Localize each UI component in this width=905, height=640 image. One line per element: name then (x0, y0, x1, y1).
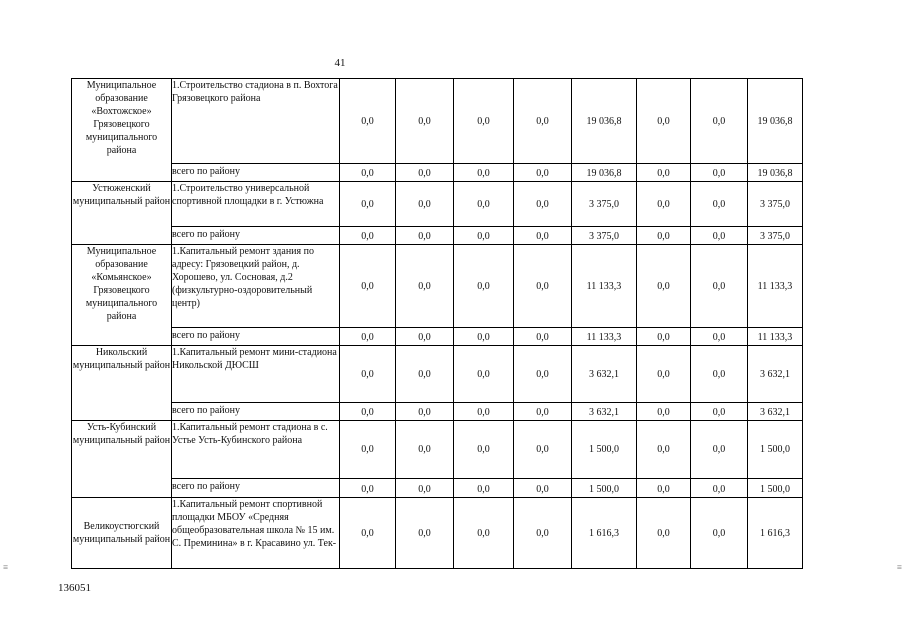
value-cell: 0,0 (691, 245, 748, 328)
total-row (72, 164, 803, 182)
value-cell: 0,0 (454, 164, 514, 182)
value-cell: 0,0 (691, 182, 748, 227)
value-cell: 0,0 (514, 245, 572, 328)
page-number: 41 (334, 57, 346, 69)
value-cell: 0,0 (454, 498, 514, 569)
value-cell: 19 036,8 (572, 164, 637, 182)
municipality-cell: Усть-Кубинский муниципальный район (72, 421, 172, 498)
value-cell: 0,0 (340, 164, 396, 182)
project-cell: 1.Капитальный ремонт стадиона в с. Устье Усть-Кубинского района (172, 421, 340, 479)
municipality-cell: Муниципальное образование «Комьянское» Грязовецкого муниципального района (72, 245, 172, 346)
value-cell: 0,0 (691, 421, 748, 479)
table-row (72, 245, 803, 328)
municipality-cell: Муниципальное образование «Вохтожское» Грязовецкого муниципального района (72, 79, 172, 182)
value-cell: 0,0 (637, 227, 691, 245)
value-cell: 1 500,0 (748, 479, 803, 498)
value-cell: 0,0 (454, 245, 514, 328)
value-cell: 19 036,8 (748, 79, 803, 164)
value-cell: 0,0 (691, 498, 748, 569)
value-cell: 1 616,3 (572, 498, 637, 569)
value-cell: 0,0 (514, 403, 572, 421)
value-cell: 3 375,0 (748, 227, 803, 245)
scan-edge-mark-right: ≡ (896, 562, 902, 572)
value-cell: 0,0 (637, 479, 691, 498)
document-code: 136051 (58, 582, 91, 594)
value-cell: 0,0 (340, 227, 396, 245)
value-cell: 0,0 (691, 79, 748, 164)
value-cell: 0,0 (637, 328, 691, 346)
value-cell: 0,0 (637, 403, 691, 421)
value-cell: 11 133,3 (748, 328, 803, 346)
total-row (72, 227, 803, 245)
value-cell: 0,0 (514, 227, 572, 245)
value-cell: 0,0 (396, 182, 454, 227)
value-cell: 0,0 (454, 79, 514, 164)
value-cell: 0,0 (396, 346, 454, 403)
value-cell: 0,0 (514, 182, 572, 227)
total-row (72, 403, 803, 421)
value-cell: 0,0 (691, 227, 748, 245)
value-cell: 0,0 (396, 403, 454, 421)
project-cell: 1.Капитальный ремонт мини-стадиона Никольской ДЮСШ (172, 346, 340, 403)
value-cell: 0,0 (454, 227, 514, 245)
value-cell: 0,0 (454, 328, 514, 346)
value-cell: 1 500,0 (572, 479, 637, 498)
value-cell: 0,0 (454, 479, 514, 498)
value-cell: 0,0 (691, 346, 748, 403)
value-cell: 0,0 (514, 479, 572, 498)
table-row (72, 346, 803, 403)
value-cell: 11 133,3 (748, 245, 803, 328)
value-cell: 0,0 (454, 346, 514, 403)
project-cell: 1.Строительство стадиона в п. Вохтога Грязовецкого района (172, 79, 340, 164)
value-cell: 0,0 (637, 346, 691, 403)
value-cell: 0,0 (514, 164, 572, 182)
value-cell: 19 036,8 (572, 79, 637, 164)
project-cell: 1.Капитальный ремонт здания по адресу: Грязовецкий район, д. Хорошево, ул. Сосновая, д.2 (физкультурно-оздоровительный центр) (172, 245, 340, 328)
municipality-cell: Великоустюгский муниципальный район (72, 498, 172, 569)
municipality-cell: Никольский муниципальный район (72, 346, 172, 421)
value-cell: 0,0 (340, 479, 396, 498)
value-cell: 0,0 (396, 79, 454, 164)
value-cell: 0,0 (691, 479, 748, 498)
value-cell: 0,0 (691, 164, 748, 182)
value-cell: 0,0 (514, 328, 572, 346)
value-cell: 0,0 (340, 79, 396, 164)
value-cell: 3 375,0 (572, 182, 637, 227)
value-cell: 0,0 (340, 328, 396, 346)
value-cell: 0,0 (454, 421, 514, 479)
value-cell: 0,0 (396, 227, 454, 245)
value-cell: 1 500,0 (572, 421, 637, 479)
project-cell: 1.Капитальный ремонт спортивной площадки МБОУ «Средняя общеобразовательная школа № 15 им. С. Преминина» в г. Красавино ул. Тек- (172, 498, 340, 569)
value-cell: 0,0 (514, 79, 572, 164)
value-cell: 19 036,8 (748, 164, 803, 182)
value-cell: 1 500,0 (748, 421, 803, 479)
value-cell: 1 616,3 (748, 498, 803, 569)
value-cell: 0,0 (340, 346, 396, 403)
table-row (72, 79, 803, 164)
value-cell: 0,0 (637, 498, 691, 569)
value-cell: 0,0 (637, 245, 691, 328)
value-cell: 0,0 (340, 245, 396, 328)
value-cell: 0,0 (454, 182, 514, 227)
value-cell: 3 632,1 (572, 346, 637, 403)
total-label: всего по району (172, 328, 340, 346)
value-cell: 0,0 (340, 421, 396, 479)
value-cell: 0,0 (396, 328, 454, 346)
value-cell: 0,0 (514, 346, 572, 403)
total-label: всего по району (172, 164, 340, 182)
budget-table (71, 78, 803, 569)
municipality-cell: Устюженский муниципальный район (72, 182, 172, 245)
value-cell: 11 133,3 (572, 328, 637, 346)
value-cell: 0,0 (637, 164, 691, 182)
value-cell: 0,0 (514, 421, 572, 479)
value-cell: 0,0 (637, 182, 691, 227)
value-cell: 0,0 (340, 182, 396, 227)
value-cell: 0,0 (396, 479, 454, 498)
value-cell: 0,0 (454, 403, 514, 421)
value-cell: 0,0 (340, 403, 396, 421)
scan-edge-mark-left: ≡ (3, 562, 9, 572)
table-row (72, 182, 803, 227)
value-cell: 0,0 (396, 498, 454, 569)
value-cell: 0,0 (396, 245, 454, 328)
value-cell: 11 133,3 (572, 245, 637, 328)
table-row (72, 421, 803, 479)
value-cell: 0,0 (396, 421, 454, 479)
value-cell: 3 632,1 (572, 403, 637, 421)
value-cell: 0,0 (514, 498, 572, 569)
value-cell: 0,0 (340, 498, 396, 569)
total-label: всего по району (172, 227, 340, 245)
total-label: всего по району (172, 479, 340, 498)
table-row (72, 498, 803, 569)
value-cell: 0,0 (396, 164, 454, 182)
value-cell: 3 632,1 (748, 346, 803, 403)
value-cell: 3 632,1 (748, 403, 803, 421)
value-cell: 3 375,0 (572, 227, 637, 245)
value-cell: 0,0 (637, 79, 691, 164)
total-row (72, 328, 803, 346)
value-cell: 0,0 (691, 328, 748, 346)
project-cell: 1.Строительство универсальной спортивной площадки в г. Устюжна (172, 182, 340, 227)
total-label: всего по району (172, 403, 340, 421)
value-cell: 0,0 (637, 421, 691, 479)
total-row (72, 479, 803, 498)
value-cell: 3 375,0 (748, 182, 803, 227)
value-cell: 0,0 (691, 403, 748, 421)
